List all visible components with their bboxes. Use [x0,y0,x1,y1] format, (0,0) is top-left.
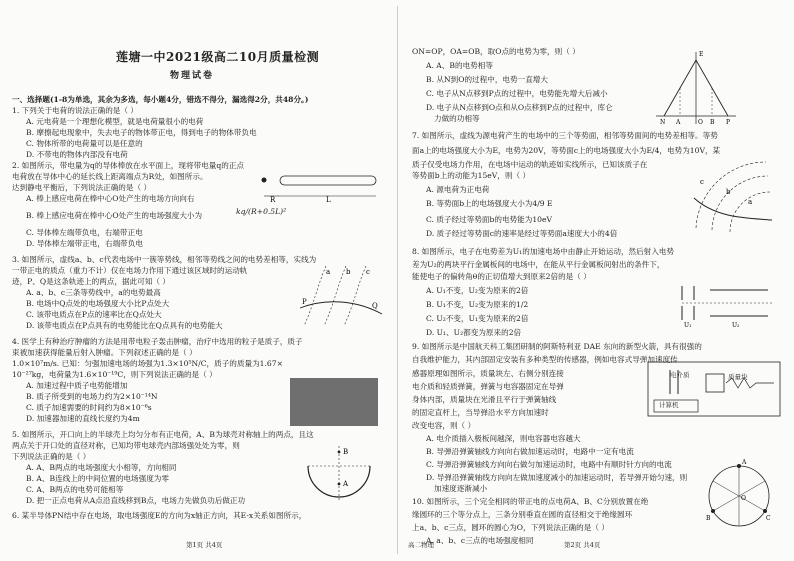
mass-block-label: 质量块 [728,373,748,381]
q6-option-d: D. 电子从N点移到O点和从O点移到P点的过程中，库仑 [426,103,613,112]
exam-title: 莲塘一中2021级高二10月质量检测 [116,50,320,64]
q3-stem-3: 迹，P、Q是这条轨迹上的两点，据此可知（ ） [12,277,171,286]
q9-option-d: D. 导弹沿弹簧轴线方向向左做加速度减小的加速运动时，若导弹开始匀速，则 [426,473,688,482]
q5-option-a: A. A、B两点的电场强度大小相等，方向相同 [26,463,177,472]
page-number: 第2页 共4页 [564,541,601,549]
e-x-graph [652,48,738,128]
q9-stem-3: 感器原理如图所示，质量块左、右侧分别连接 [412,369,564,378]
svg-text:a: a [326,268,331,276]
q2-option-c: C. 导体棒左端带负电，右端带正电 [26,228,143,237]
accelerator-photo [290,378,378,426]
svg-text:O: O [741,495,746,502]
q4-stem-2: 束被加速获得能量后射入肿瘤。下列叙述正确的是（ ） [12,348,197,357]
q10-stem: 10. 如图所示，三个完全相同的带正电的点电荷A、B、C分别放置在绝 [412,497,649,506]
q9-stem-5: 身体内部，质量块在光滑且平行于弹簧轴线 [412,395,557,404]
q1-option-c: C. 物体所带的电荷量可以是任意的 [26,139,143,148]
svg-text:B: B [710,119,715,126]
q4-stem: 4. 医学上有种治疗肿瘤的方法是用带电粒子轰击肿瘤，治疗中选用的粒子是质子，质子 [12,337,303,346]
svg-text:b: b [726,188,731,196]
svg-text:L: L [326,196,331,204]
q2-stem: 2. 如图所示，带电量为q的导体棒放在水平面上，现将带电量q的正点 [12,161,245,170]
svg-text:c: c [700,178,704,186]
q3-option-c: C. 该带电质点在P点的速率比在Q点处大 [26,310,162,319]
q9-option-d-cont: 加速度逐渐减小 [434,484,488,493]
q9-option-c: C. 导弹沿弹簧轴线方向向右做匀加速运动时，电路中有顺时针方向的电流 [426,460,672,469]
svg-text:A: A [742,459,747,466]
q7-option-b: B. 等势面b上的电场强度大小为4/9 E [426,199,553,208]
q5-option-b: B. A、B连线上的中间位置的电场强度为零 [26,474,169,483]
q7-stem-4: 等势面b上的动能为15eV，则（ ） [412,171,531,180]
q3-stem: 3. 如图所示，虚线a、b、c代表电场中一簇等势线，相邻等势线之间的电势差相等，实线为 [12,255,317,264]
svg-text:A: A [676,119,681,126]
q10-stem-3: 上a、b、c三点，圆环的圆心为O，下列说法正确的是（ ） [412,523,609,532]
q2-stem-3: 达到静电平衡后，下列说法正确的是（ ） [12,183,152,192]
deflection-figure [672,278,782,328]
svg-text:O: O [698,119,703,126]
svg-text:Q: Q [372,302,378,310]
q2-option-b: B. 棒上感应电荷在棒中心O处产生的电场强度大小为 [26,211,203,220]
equipotential-figure [296,264,386,328]
q3-option-b: B. 电场中Q点处的电场强度大小比P点处大 [26,299,170,308]
q1-option-a: A. 元电荷是一个理想化模型，就是电荷量很小的电荷 [26,117,204,126]
q6-option-d-cont: 力做的功相等 [434,114,480,123]
q5-stem-2: 两点关于开口处的直径对称，已知均带电球壳内部场强处处为零，则 [12,441,240,450]
q8-stem: 8. 如图所示，电子在电势差为U₁的加速电场中由静止开始运动，然后射入电势 [412,247,675,256]
svg-text:N: N [660,119,666,126]
q1-option-d: D. 不带电的物体内部没有电荷 [26,150,128,159]
q10-stem-2: 缘圆环的三个等分点上，三条分别垂直在圆的直径相交于绝缘圆环 [412,510,633,519]
rod-charge-figure [256,168,386,204]
q8-option-a: A. U₁不变，U₂变为原来的2倍 [426,286,529,295]
q8-option-d: D. U₁、U₂都变为原来的2倍 [426,328,522,337]
q10-option-a: A. a、b、c三点的电场强度相同 [426,536,534,545]
svg-text:b: b [346,268,351,276]
q3-option-d: D. 该带电质点在P点具有的电势能比在Q点具有的电势能大 [26,321,223,330]
q4-option-d: D. 加速器加速的直线长度约为4m [26,414,140,423]
q4-stem-4: 10⁻²⁷kg，电荷量为1.6×10⁻¹⁹C，则下列说法正确的是（ ） [12,370,217,379]
q3-stem-2: 一带正电的质点（重力不计）仅在电场力作用下通过该区域时的运动轨 [12,266,248,275]
hemisphere-figure [302,444,376,506]
q2-option-a: A. 棒上感应电荷在棒中心O处产生的电场方向向右 [26,194,195,203]
exam-subtitle: 物理试卷 [170,71,215,81]
q6-stem: 6. 某半导体PN结中存在电场，取电场强度E的方向为x轴正方向，其E-x关系如图所示， [12,511,307,520]
svg-text:B: B [706,515,711,522]
q8-stem-3: 能使电子的偏转角θ的正切值增大到原来2倍的是（ ） [412,272,591,281]
q6-option-b: B. 从N到O的过程中，电势一直增大 [426,75,548,84]
svg-text:P: P [302,298,307,306]
computer-label: 计算机 [659,401,679,409]
q9-stem-7: 改变电容，则（ ） [412,421,476,430]
svg-text:B: B [343,448,349,456]
q7-option-c: C. 质子经过等势面b的电势能为10eV [426,215,552,224]
svg-text:C: C [766,515,771,522]
q2-stem-2: 电荷放在导体中心的延长线上距离端点为R处，如图所示。 [12,172,208,181]
q4-stem-3: 1.0×10⁷m/s. 已知：匀强加速电场的场强为1.3×10⁵N/C，质子的质量为1.67× [12,359,283,368]
svg-text:a: a [748,198,753,206]
q1-stem: 1. 下列关于电荷的说法正确的是（ ） [12,106,138,115]
q8-option-b: B. U₁不变，U₂变为原来的1/2 [426,300,529,309]
q7-stem-3: 质子仅受电场力作用，在电场中运动的轨迹如实线所示，已知该质子在 [412,160,648,169]
q3-option-a: A. a、b、c三条等势线中，a的电势最高 [26,288,161,297]
svg-text:U₁: U₁ [684,322,692,328]
section-heading: 一、选择题(1-8为单选，其余为多选，每小题4分，错选不得分，漏选得2分，共48分。) [12,95,309,104]
svg-text:U₂: U₂ [732,322,740,328]
svg-text:P: P [726,119,731,126]
left-page [4,8,390,551]
subject-label: 高二物理 [408,541,434,549]
q5-stem-3: 下列说法正确的是（ ） [12,452,91,461]
right-page [404,8,790,551]
svg-text:A: A [343,480,349,488]
q7-option-d: D. 质子经过等势面c的速率是经过等势面a速度大小的4倍 [426,229,618,238]
q1-option-b: B. 摩擦起电现象中，失去电子的物体带正电，得到电子的物体带负电 [26,128,257,137]
q9-stem-4: 电介质和轻质弹簧，弹簧与电容器固定在导弹 [412,382,564,391]
q4-option-b: B. 质子所受到的电场力约为2×10⁻¹⁴N [26,392,158,401]
q9-option-b: B. 导弹沿弹簧轴线方向向右做加速运动时，电路中一定有电流 [426,447,634,456]
q6-option-c: C. 电子从N点移到P点的过程中，电势能先增大后减小 [426,89,608,98]
equipotential-trajectory-figure [686,158,782,236]
q5-option-d: D. 把一正点电荷从A点沿直线移到B点，电场力先做负功后做正功 [26,496,246,505]
svg-text:c: c [366,268,370,276]
q9-stem-6: 的固定直杆上，当导弹沿水平方向加速时 [412,408,549,417]
q4-option-c: C. 质子加速需要的时间约为8×10⁻⁶s [26,403,152,412]
page-number: 第1页 共4页 [186,541,223,549]
dielectric-label: 电介质 [670,371,690,379]
q9-option-a: A. 电介质插入极板间越深，则电容器电容越大 [426,434,581,443]
q9-stem-2: 自我维护能力，其内部固定安装有多种类型的传感器，例如电容式导弹加速度传 [412,355,678,364]
q2-option-d: D. 导体棒左端带正电，右端带负电 [26,239,143,248]
q9-stem: 9. 如图所示是中国航天科工集团研制的阿斯特利亚 DAE 东向的新型火箭，具有很强的 [412,342,702,351]
q5-option-c: C. A、B两点的电势可能相等 [26,485,124,494]
q8-option-c: C. U₂不变，U₁变为原来的2倍 [426,314,529,323]
svg-text:E: E [699,51,704,58]
q5-stem: 5. 如图所示，开口向上的半球壳上均匀分布有正电荷，A、B为球壳对称轴上的两点，且这 [12,430,314,439]
q7-stem-2: 面a上的电场强度大小为E，电势为20V，等势面c上的电场强度大小为E/4，电势为10V，某 [412,146,721,155]
q4-option-a: A. 加速过程中质子电势能增加 [26,381,128,390]
q6-option-a: A. A、B的电势相等 [426,61,493,70]
page-divider [397,6,398,554]
q6-continuation: ON=OP，OA=OB，取O点的电势为零，则（ ） [412,47,580,56]
svg-text:R: R [270,196,276,204]
q8-stem-2: 差为U₂的两块平行金属板间的电场中，在能从平行金属板间射出的条件下， [412,260,665,269]
q7-stem: 7. 如图所示，虚线为源电荷产生的电场中的三个等势面，相邻等势面间的电势差相等。等势 [412,131,718,140]
ring-charges-figure [704,456,774,536]
q2-formula: kq/(R+0.5L)² [236,207,287,216]
q7-option-a: A. 源电荷为正电荷 [426,185,490,194]
